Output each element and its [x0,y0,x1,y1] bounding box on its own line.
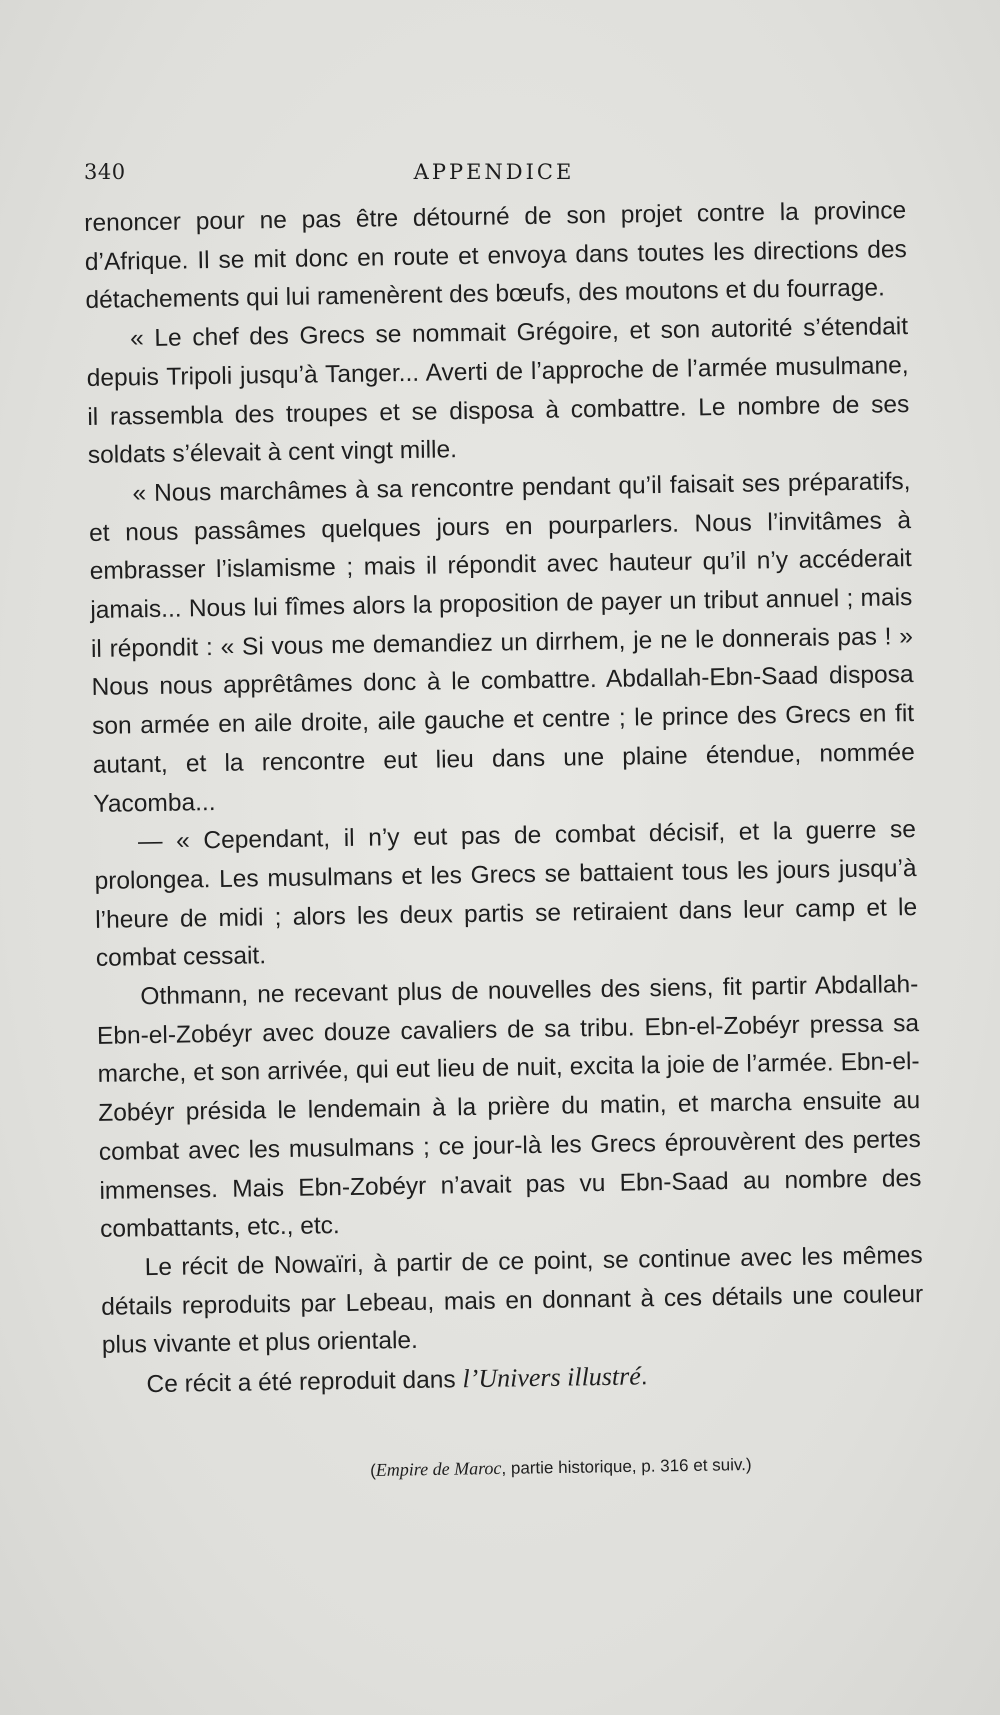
running-head: APPENDICE [413,160,575,184]
paragraph-othmann: Othmann, ne recevant plus de nouvelles des siens, fit partir Abdallah-Ebn-el-Zobéyr avec douze cavaliers de sa tribu. Ebn-el-Zobéyr pressa sa marche, et son arrivée, qui eut lieu de nuit, excita la joie de l’armée. Ebn-el-Zobéyr présida le lendemain à la prière du matin, et marcha ensuite au combat avec les musulmans ; ce jour-là les Grecs éprouvèrent des pertes immenses. Mais Ebn-Zobéyr n’avait pas vu Ebn-Saad au nombre des combattants, etc., etc. [96,971,922,1244]
page-body [84,192,925,1406]
citation-work-title: Empire de Maroc [375,1457,502,1480]
paragraph-nowairi: Le récit de Nowaïri, à partir de ce point, se continue avec les mêmes détails reproduits par Lebeau, mais en donnant à ces détails une couleur plus vivante et plus orientale. [101,1241,924,1360]
reproduction-suffix: . [640,1363,648,1391]
source-citation [370,1452,910,1481]
page-number: 340 [84,160,126,184]
paragraph-negotiation: « Nous marchâmes à sa rencontre pendant qu’il faisait ses préparatifs, et nous passâmes quelques jours en pourparlers. Nous l’invitâmes à embrasser l’islamisme ; mais il répondit avec hauteur qu’il n’y accéderait jamais... Nous lui fîmes alors la proposition de payer un tribut annuel ; mais il répondit : « Si vous me demandiez un dirrhem, je ne le donnerais pas ! » Nous nous apprêtâmes donc à le combattre. Abdallah-Ebn-Saad disposa son armée en aile droite, aile gauche et centre ; le prince des Grecs en fit autant, et la rencontre eut lieu dans une plaine étendue, nommée Yacomba... [88,467,915,818]
citation-rest: , partie historique, p. 316 et suiv.) [501,1455,752,1478]
citation-open: ( [370,1460,376,1480]
paragraph-prolonged-war: — « Cependant, il n’y eut pas de combat décisif, et la guerre se prolongea. Les musulmans et les Grecs se battaient tous les jours jusqu’à l’heure de midi ; alors les deux partis se retiraient dans leur camp et le combat cessait. [94,816,918,973]
reproduction-prefix: Ce récit a été reproduit dans [146,1366,463,1399]
univers-illustre-title: l’Univers illustré [462,1361,642,1394]
paragraph-gregoire: « Le chef des Grecs se nommait Grégoire, et son autorité s’étendait depuis Tripoli jusqu’à Tanger... Averti de l’approche de l’armée musulmane, il rassembla des troupes et se disposa à combattre. Le nombre de ses soldats s’élevait à cent vingt mille. [86,313,910,470]
paragraph-continuation: renoncer pour ne pas être détourné de son projet contre la province d’Afrique. Il se mit donc en route et envoya dans toutes les directions des détachements qui lui ramenèrent des bœufs, des moutons et du fourrage. [84,197,908,315]
